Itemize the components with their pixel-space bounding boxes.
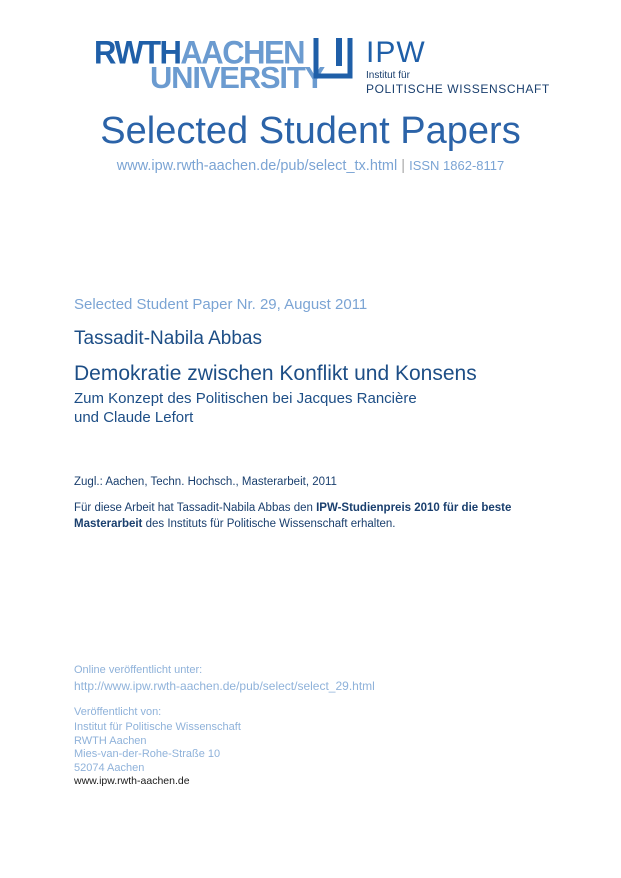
award-text-bold: IPW-Studienpreis 2010 für die beste Masterarbeit xyxy=(74,502,512,530)
paper-author: Tassadit-Nabila Abbas xyxy=(74,328,262,349)
publisher-line: RWTH Aachen xyxy=(74,735,147,747)
series-url[interactable]: www.ipw.rwth-aachen.de/pub/select_tx.html xyxy=(116,158,398,174)
ipw-subtitle-1: Institut für xyxy=(366,70,410,81)
rwth-logo-line2: UNIVERSITY xyxy=(150,60,325,95)
series-separator: | xyxy=(401,158,406,174)
publisher-line: Mies-van-der-Rohe-Straße 10 xyxy=(74,748,221,760)
publisher-website[interactable]: www.ipw.rwth-aachen.de xyxy=(74,775,190,787)
rwth-logo-aachen: AACHEN xyxy=(180,34,305,71)
publisher-label: Veröffentlicht von: xyxy=(74,706,162,718)
paper-subtitle-line2: und Claude Lefort xyxy=(74,409,194,426)
ipw-logo-icon xyxy=(312,36,356,80)
award-text-post: des Instituts für Politische Wissenschaft erhalten. xyxy=(142,517,396,530)
paper-title: Demokratie zwischen Konflikt und Konsens xyxy=(74,362,477,385)
publisher-line: 52074 Aachen xyxy=(74,762,145,774)
series-url-line xyxy=(0,158,621,174)
award-text-pre: Für diese Arbeit hat Tassadit-Nabila Abbas den xyxy=(74,502,317,514)
paper-subtitle-line1: Zum Konzept des Politischen bei Jacques Rancière xyxy=(74,390,417,407)
ipw-subtitle-2: POLITISCHE WISSENSCHAFT xyxy=(366,82,550,96)
publisher-line: Institut für Politische Wissenschaft xyxy=(74,721,241,733)
online-url[interactable]: http://www.ipw.rwth-aachen.de/pub/select/select_29.html xyxy=(74,679,375,693)
award-note xyxy=(74,501,564,532)
thesis-note: Zugl.: Aachen, Techn. Hochsch., Masterarbeit, 2011 xyxy=(74,476,337,488)
online-label: Online veröffentlicht unter: xyxy=(74,664,203,676)
series-title: Selected Student Papers xyxy=(100,110,521,152)
ipw-logo-text: IPW xyxy=(366,36,426,69)
paper-number: Selected Student Paper Nr. 29, August 2011 xyxy=(74,296,368,313)
rwth-logo-rwth: RWTH xyxy=(94,34,181,71)
series-issn: ISSN 1862-8117 xyxy=(409,158,505,173)
